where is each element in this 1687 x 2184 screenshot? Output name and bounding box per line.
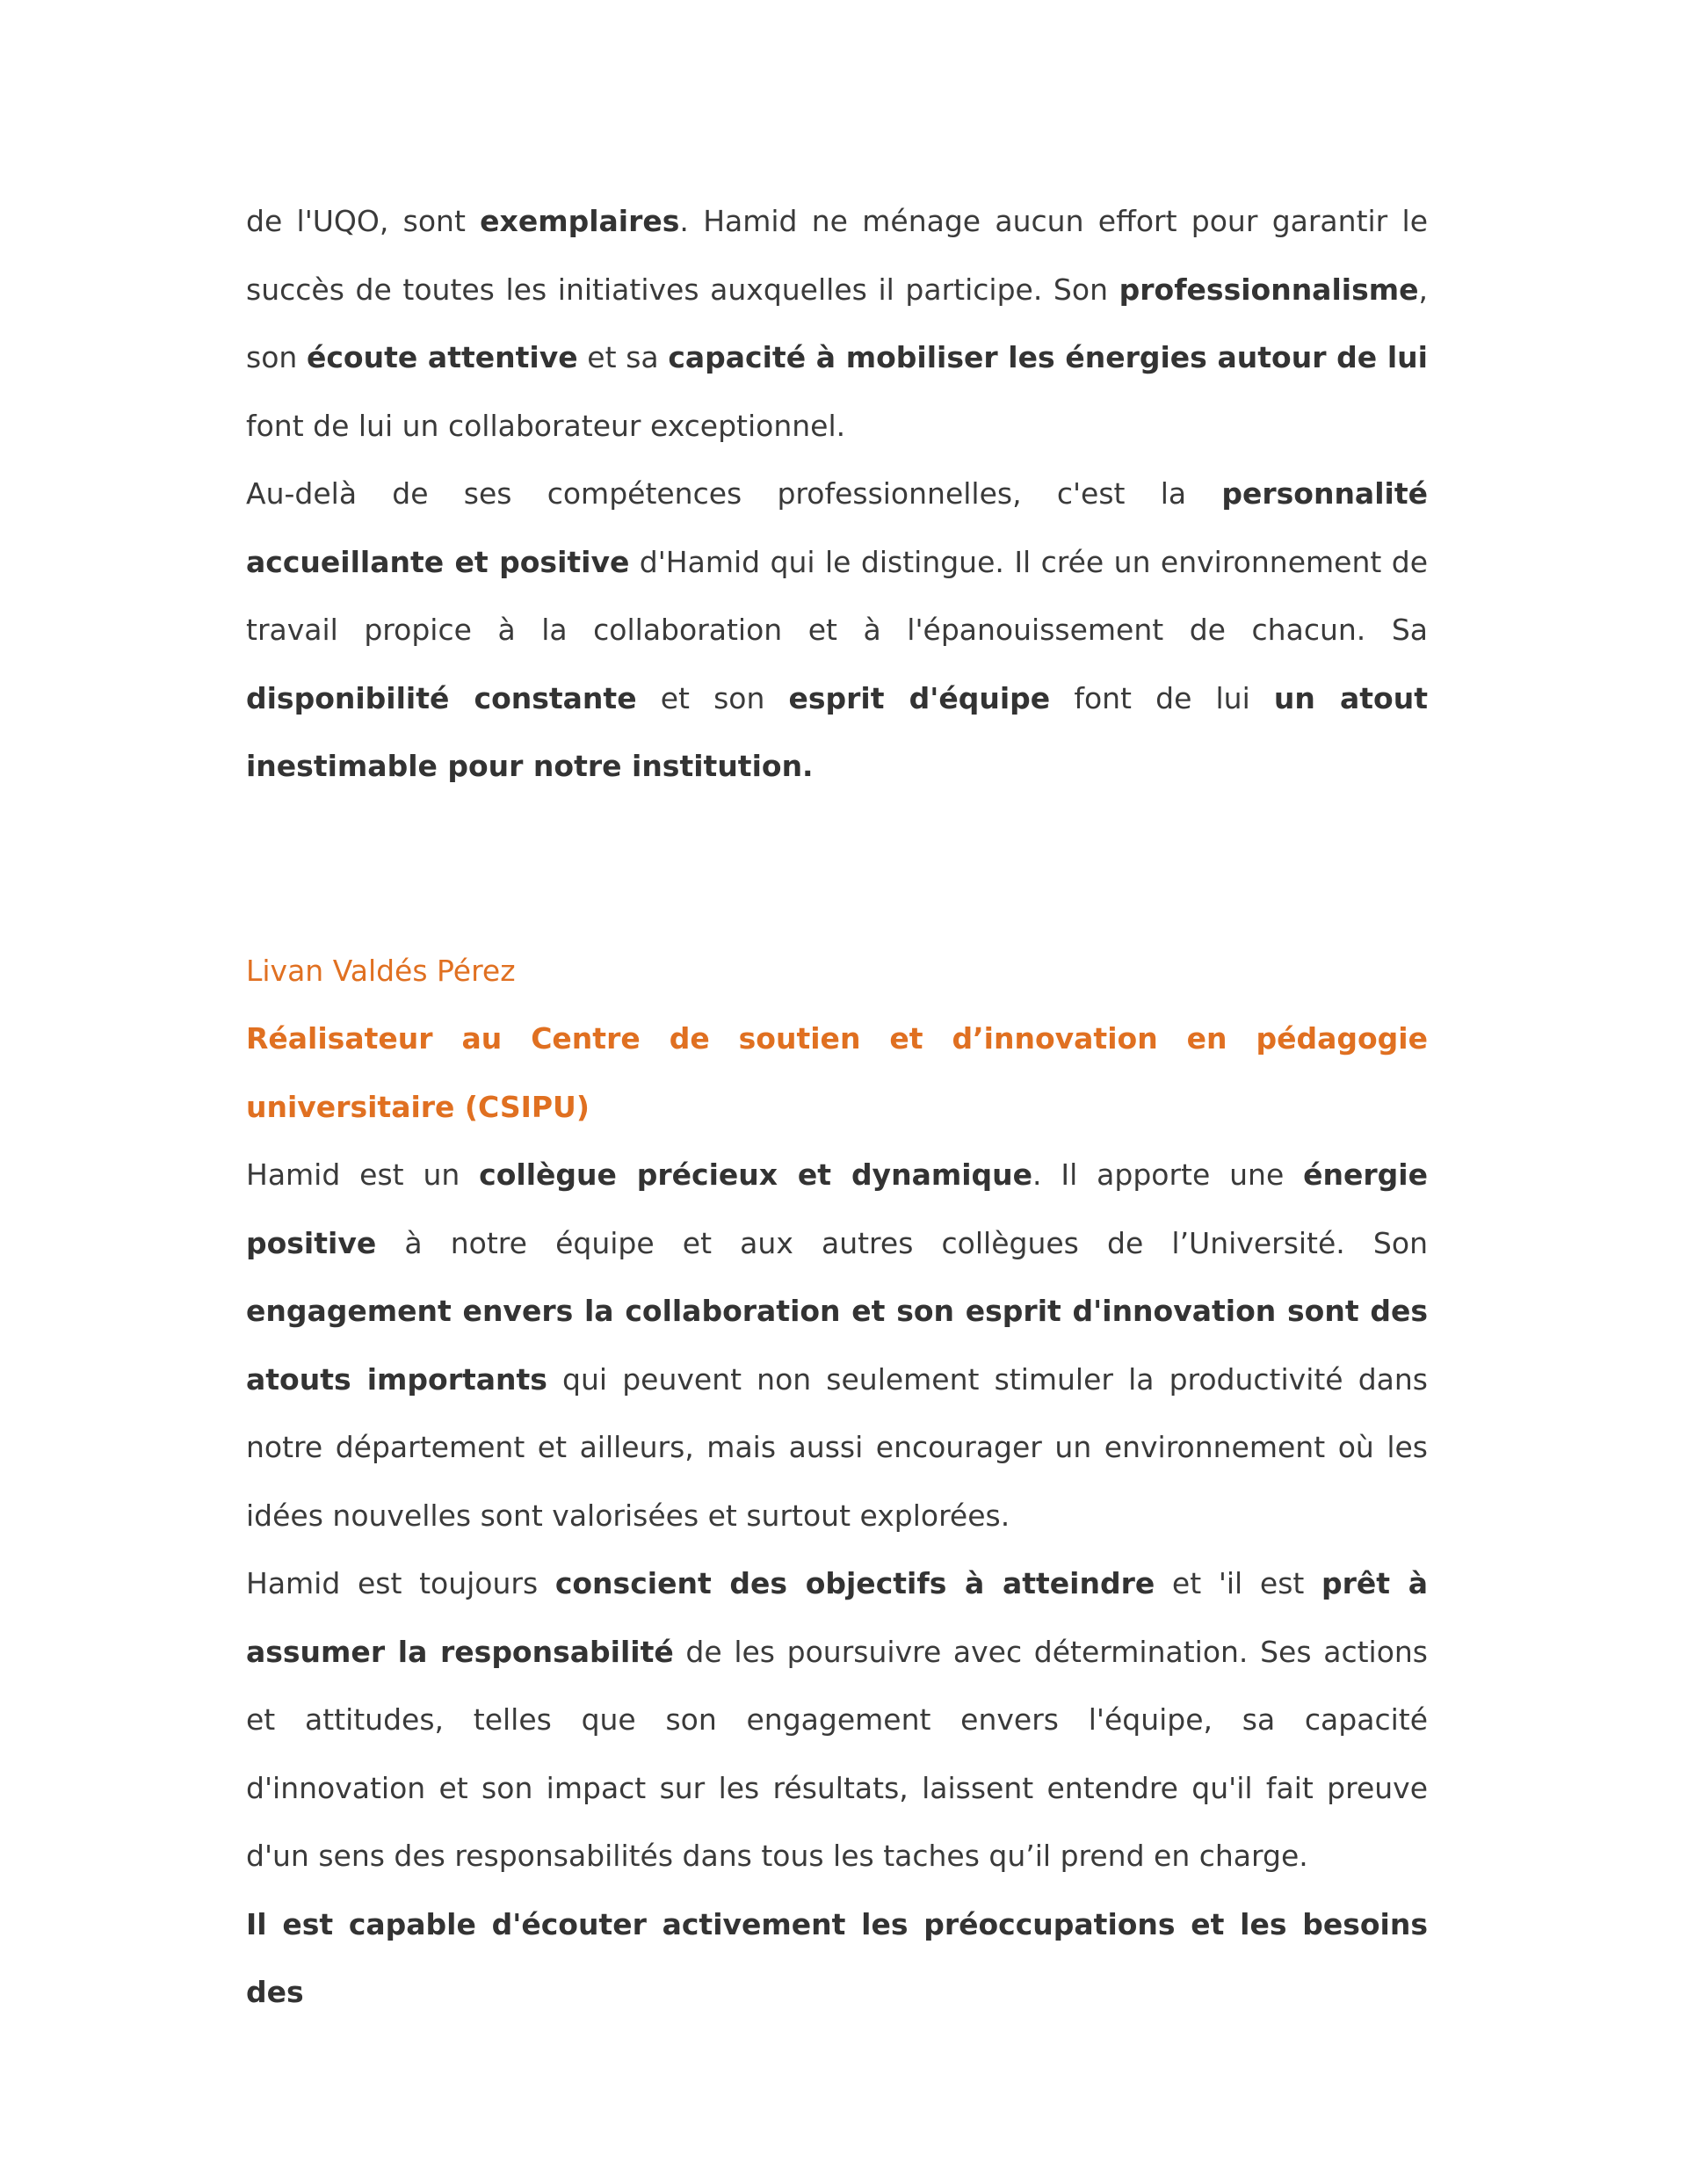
document-page (246, 187, 1428, 2027)
emphasis-text: un atout inestimable pour notre institution. (246, 680, 1428, 783)
emphasis-text: esprit d'équipe (788, 680, 1051, 715)
emphasis-text: prêt à assumer la responsabilité (246, 1566, 1429, 1669)
emphasis-text: Il est capable d'écouter activement les préoccupations et les besoins des (246, 1906, 1428, 2009)
paragraph-objectifs: Hamid est toujours conscient des objectifs à atteindre et 'il est prêt à assumer la responsabilité de les poursuivre avec détermination. Ses actions et attitudes, telles que son engagement envers l'équipe, sa capacité d'innovation et son impact sur les résultats, laissent entendre qu'il fait preuve d'un sens des responsabilités dans tous les taches qu’il prend en charge. (246, 1566, 1429, 1873)
emphasis-text: personnalité accueillante et positive (246, 476, 1428, 579)
emphasis-text: conscient des objectifs à atteindre (554, 1566, 1155, 1600)
emphasis-text: disponibilité constante (246, 680, 637, 715)
paragraph-exemplaires: de l'UQO, sont exemplaires. Hamid ne ménage aucun effort pour garantir le succès de toutes les initiatives auxquelles il participe. Son professionnalisme, son écoute attentive et sa capacité à mobiliser les énergies autour de lui font de lui un collaborateur exceptionnel. (246, 204, 1428, 443)
paragraph-personnalite: Au-delà de ses compétences professionnelles, c'est la personnalité accueillante et positive d'Hamid qui le distingue. Il crée un environnement de travail propice à la collaboration et à l'épanouissement de chacun. Sa disponibilité constante et son esprit d'équipe font de lui un atout inestimable pour notre institution. (246, 476, 1428, 783)
paragraph-ecoute (246, 1890, 1428, 2027)
emphasis-text: énergie positive (246, 1157, 1428, 1260)
emphasis-text: capacité à mobiliser les énergies autour de lui (668, 340, 1428, 374)
emphasis-text: exemplaires (480, 204, 680, 238)
emphasis-text: collègue précieux et dynamique (479, 1157, 1033, 1192)
emphasis-text: professionnalisme (1119, 272, 1419, 307)
emphasis-text: écoute attentive (306, 340, 578, 374)
emphasis-text: engagement envers la collaboration et son esprit d'innovation sont des atouts importants (246, 1294, 1428, 1397)
paragraph-collegue: Hamid est un collègue précieux et dynamique. Il apporte une énergie positive à notre équipe et aux autres collègues de l’Université. Son engagement envers la collaboration et son esprit d'innovation sont des atouts importants qui peuvent non seulement stimuler la productivité dans notre département et ailleurs, mais aussi encourager un environnement où les idées nouvelles sont valorisées et surtout explorées. (246, 1157, 1428, 1533)
section-spacer (246, 801, 1428, 937)
testimonial-author-name: Livan Valdés Pérez (246, 953, 516, 988)
testimonial-author-role: Réalisateur au Centre de soutien et d’innovation en pédagogie universitaire (CSIPU) (246, 1021, 1428, 1124)
